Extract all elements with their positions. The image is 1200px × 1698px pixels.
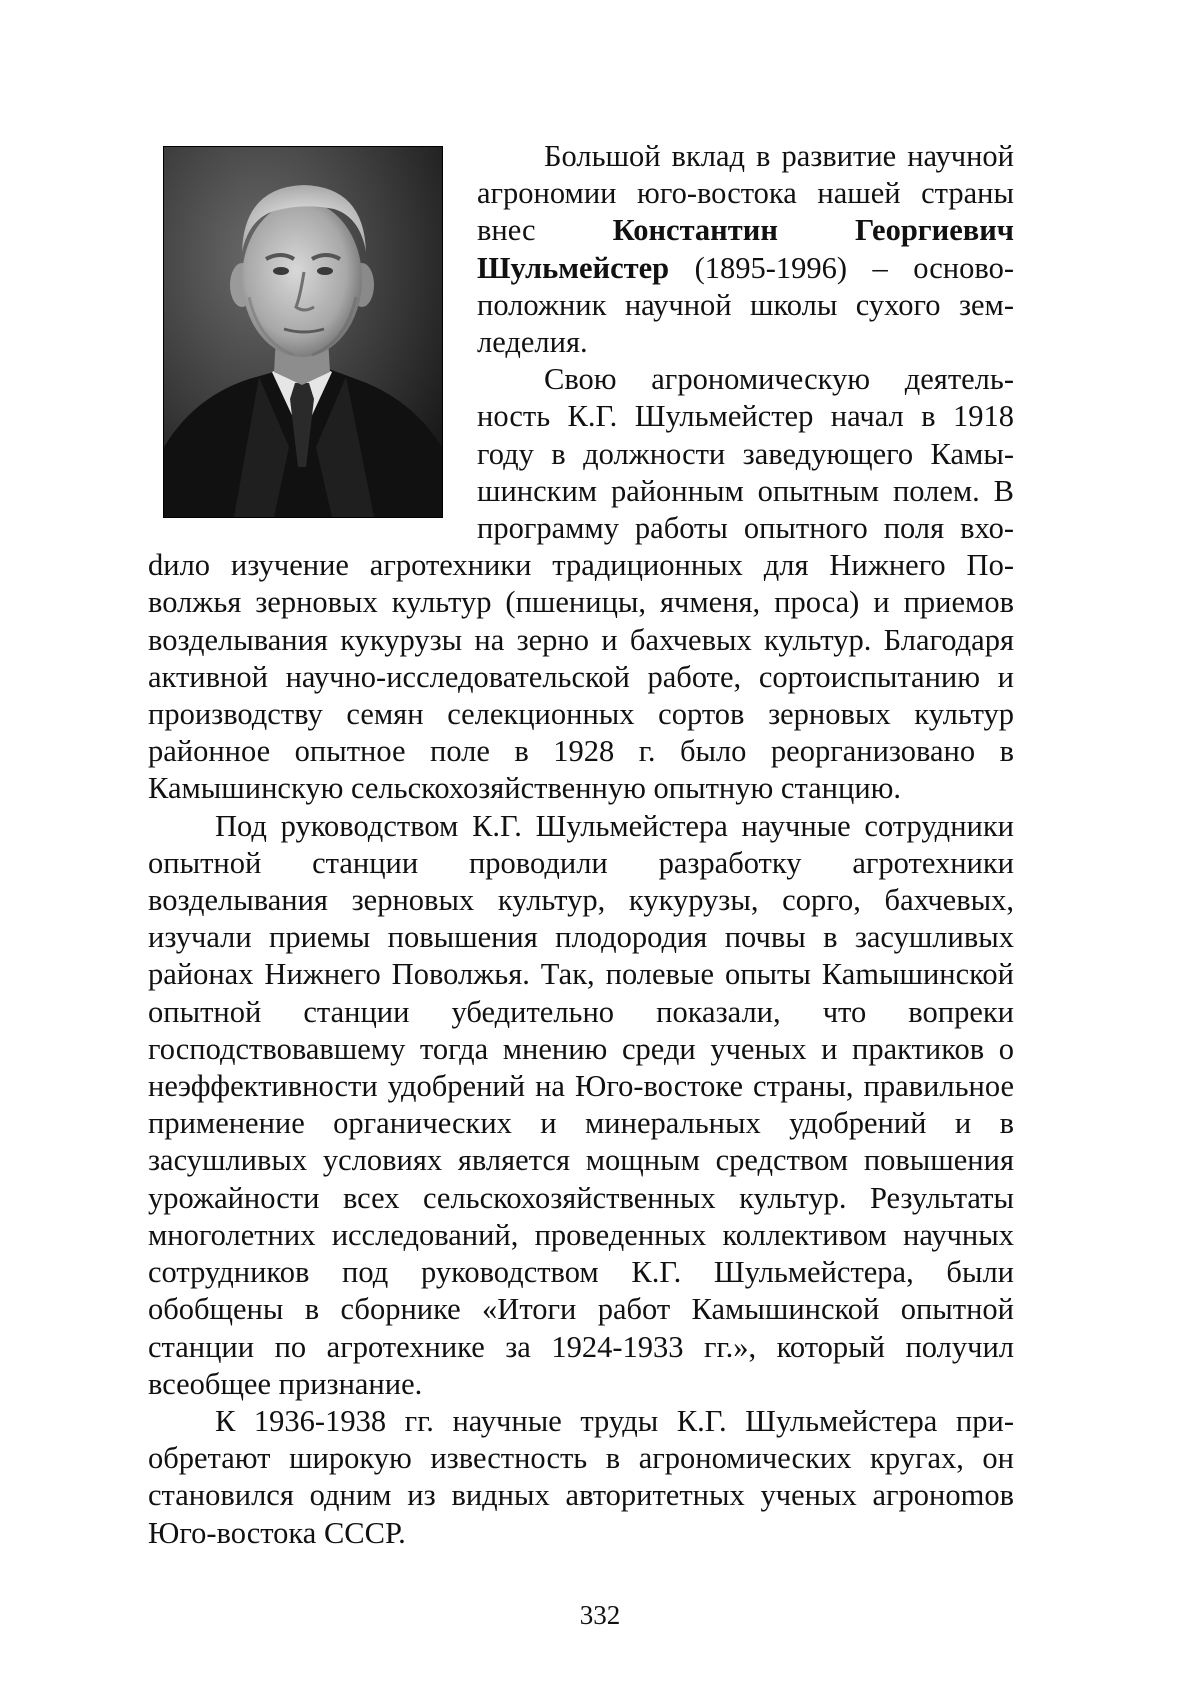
person-name: Константин Георгиевич Шульмейстер: [477, 213, 1014, 285]
page-number: 332: [579, 1600, 621, 1630]
paragraph-4: К 1936-1938 гг. научные труды К.Г. Шульмейстера приобретают широкую известность в агрономических кругах, он становился одним из видных авторитетных ученых агроноmов Юго-востока СССР.: [148, 1403, 1014, 1550]
portrait-photo: [163, 146, 443, 518]
paragraph-1-before: Большой вклад в развитие научной агрономии юго-востока нашей страны внес: [477, 139, 1014, 248]
paragraph-3: Под руководством К.Г. Шульмейстера научные сотрудники опытной станции проводили разработку агротехники возделывания зерновых культур, кукурузы, сорго, бахчевых, изучали приемы повышения плодородия почвы в засушливых районах Нижнего Поволжья. Так, полевые опыты Каmышинской опытной станции убедительно показали, что вопреки господствовавшему тогда мнению среди ученых и практиков о неэффективности удобрений на Юго-востоке страны, правильное применение органических и минеральных удобрений и в засушливых условиях является мощным средством повышения урожайности всех сельскохозяйственных культур. Результаты многолетних исследований, проведенных коллективом научных сотрудников под руководством К.Г. Шульмейстера, были обобщены в сборнике «Итоги работ Камышинской опытной станции по агротехнике за 1924-1933 гг.», который получил всеобщее признание.: [148, 808, 1014, 1401]
paragraph-1-after: (1895-1996) – основоположник научной школы сухого земледелия.: [477, 250, 1014, 360]
paragraph-2: Свою агрономическую деятельность К.Г. Шульмейстер начал в 1918 году в должности заведующего Камышинским районным опытным полем. В программу работы опытного поля вхоdило изучение агротехники традиционных для Нижнего Поволжья зерновых культур (пшеницы, ячменя, проса) и приемов возделывания кукурузы на зерно и бахчевых культур. Благодаря активной научно-исследовательской работе, сортоиспытанию и производству семян селекционных сортов зерновых культур районное опытное поле в 1928 г. было реорганизовано в Камышинскую сельскохозяйственную опытную станцию.: [148, 362, 1014, 806]
portrait-illustration: [164, 147, 442, 517]
page-content: [148, 138, 1014, 1552]
